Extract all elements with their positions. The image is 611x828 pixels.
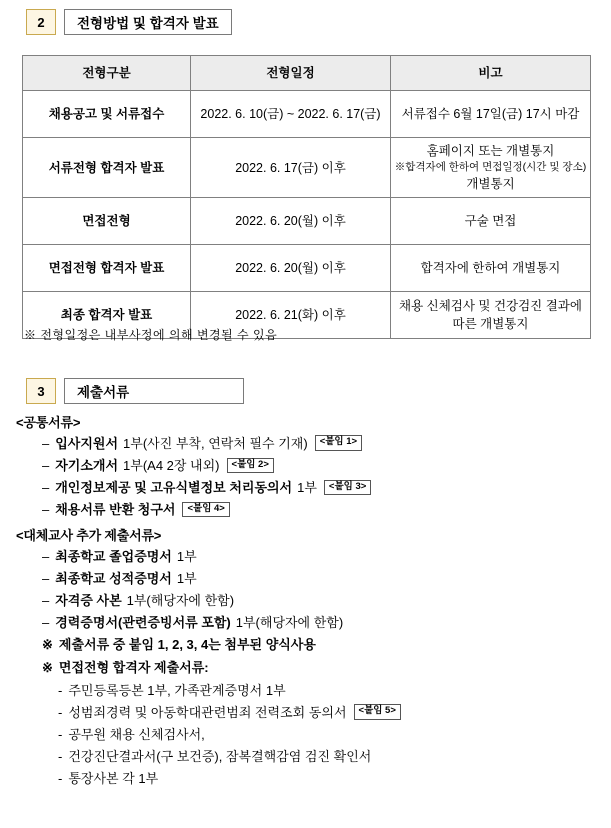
item-detail: 1부 [176,570,197,586]
section-3-heading [26,378,244,404]
remark-line: 홈페이지 또는 개별통지 [426,144,555,158]
table-cell-schedule: 2022. 6. 21(화) 이후 [191,292,391,339]
item-label: 자격증 사본 [55,592,122,608]
section-2-number: 2 [26,9,56,35]
remark-line: 구술 면접 [464,214,517,229]
item-detail: 건강진단결과서(구 보건증), 잠복결핵감염 검진 확인서 [68,749,372,765]
dash-marker: - [58,749,63,765]
remark-line: 따른 개별통지 [452,317,529,332]
asterisk-marker: ※ [42,637,53,653]
dash-marker: – [42,592,50,608]
item-label: 입사지원서 [55,436,119,451]
table-cell-remark [391,198,591,245]
submission-documents-list [16,412,596,791]
list-item [16,613,596,633]
common-documents-title: <공통서류> [16,415,81,430]
dash-marker: – [42,570,50,586]
table-cell-category: 최종 합격자 발표 [23,292,191,339]
list-item [16,769,596,789]
substitute-teacher-documents-title: <대체교사 추가 제출서류> [16,527,162,543]
list-item [16,478,596,498]
remark-line: 개별통지 [466,177,515,192]
table-cell-category: 채용공고 및 서류접수 [23,91,191,138]
table-header-row [23,56,591,91]
item-detail: 1부 [297,480,317,496]
table-row [23,138,591,198]
table-cell-category: 면접전형 합격자 발표 [23,245,191,292]
dash-marker: - [58,682,63,698]
item-detail: 1부(해당자에 한함) [126,592,235,608]
table-cell-category: 서류전형 합격자 발표 [23,138,191,198]
table-cell-category: 면접전형 [23,198,191,245]
table-header-cell: 전형일정 [191,56,391,91]
note-item [16,658,596,679]
table-cell-schedule: 2022. 6. 10(금) ~ 2022. 6. 17(금) [191,91,391,138]
item-label: 채용서류 반환 청구서 [55,502,176,518]
item-label: 최종학교 성적증명서 [55,570,172,586]
note-text: 제출서류 중 붙임 1, 2, 3, 4는 첨부된 양식사용 [58,637,316,653]
section-2-heading [26,9,232,35]
list-item [16,703,596,723]
dash-marker: - [58,727,63,742]
section-3-number: 3 [26,378,56,404]
dash-marker: – [42,502,50,518]
note-item [16,635,596,656]
remark-line: 채용 신체검사 및 건강검진 결과에 [399,299,582,314]
list-item [16,747,596,767]
asterisk-marker: ※ [42,659,53,675]
dash-marker: – [42,614,50,630]
item-detail: 공무원 채용 신체검사서, [68,727,205,742]
item-label: 최종학교 졸업증명서 [55,548,172,564]
table-cell-schedule: 2022. 6. 20(월) 이후 [191,245,391,292]
table-row [23,91,591,138]
list-item [16,500,596,520]
item-label: 경력증명서(관련증빙서류 포함) [55,614,231,630]
item-detail: 1부 [176,548,197,564]
table-cell-remark [391,138,591,198]
table-header-cell: 비고 [391,56,591,91]
remark-line: 서류접수 6월 17일(금) 17시 마감 [401,106,580,121]
table-cell-schedule: 2022. 6. 17(금) 이후 [191,138,391,198]
attachment-tag: <붙임 4> [182,502,229,517]
list-item [16,725,596,745]
table-cell-remark [391,292,591,339]
dash-marker: - [58,771,63,787]
dash-marker: – [42,480,50,496]
section-3-title: 제출서류 [64,378,244,404]
table-cell-schedule: 2022. 6. 20(월) 이후 [191,198,391,245]
table-row [23,198,591,245]
attachment-tag: <붙임 3> [324,480,371,495]
attachment-tag: <붙임 5> [354,704,401,719]
remark-line: ※합격자에 한하여 면접일정(시간 및 장소) [394,161,587,174]
list-item [16,434,596,454]
list-item [16,591,596,611]
table-cell-remark [391,91,591,138]
item-detail: 1부(사진 부착, 연락처 필수 기재) [123,436,308,451]
table-cell-remark [391,245,591,292]
attachment-tag: <붙임 1> [315,435,362,450]
remark-line: 합격자에 한하여 개별통지 [420,261,561,276]
list-item [16,681,596,701]
dash-marker: – [42,458,50,474]
item-detail: 1부(A4 2장 내외) [123,458,220,474]
item-detail: 통장사본 각 1부 [68,771,159,787]
note-text: 면접전형 합격자 제출서류: [58,659,209,675]
table-header-cell: 전형구분 [23,56,191,91]
attachment-tag: <붙임 2> [227,458,274,473]
section-2-title: 전형방법 및 합격자 발표 [64,9,232,35]
schedule-table-wrapper [22,55,590,339]
item-label: 개인정보제공 및 고유식별정보 처리동의서 [55,480,293,496]
dash-marker: – [42,548,50,564]
item-detail: 성범죄경력 및 아동학대관련범죄 전력조회 동의서 [68,704,347,720]
list-item [16,547,596,567]
item-detail: 주민등록등본 1부, 가족관계증명서 1부 [68,682,286,698]
item-label: 자기소개서 [55,458,119,474]
schedule-table [22,55,591,339]
dash-marker: – [42,436,50,451]
item-detail: 1부(해당자에 한함) [235,614,344,630]
list-item [16,569,596,589]
table-row [23,245,591,292]
schedule-footnote: ※ 전형일정은 내부사정에 의해 변경될 수 있음 [24,328,278,342]
list-item [16,456,596,476]
dash-marker: - [58,704,63,720]
